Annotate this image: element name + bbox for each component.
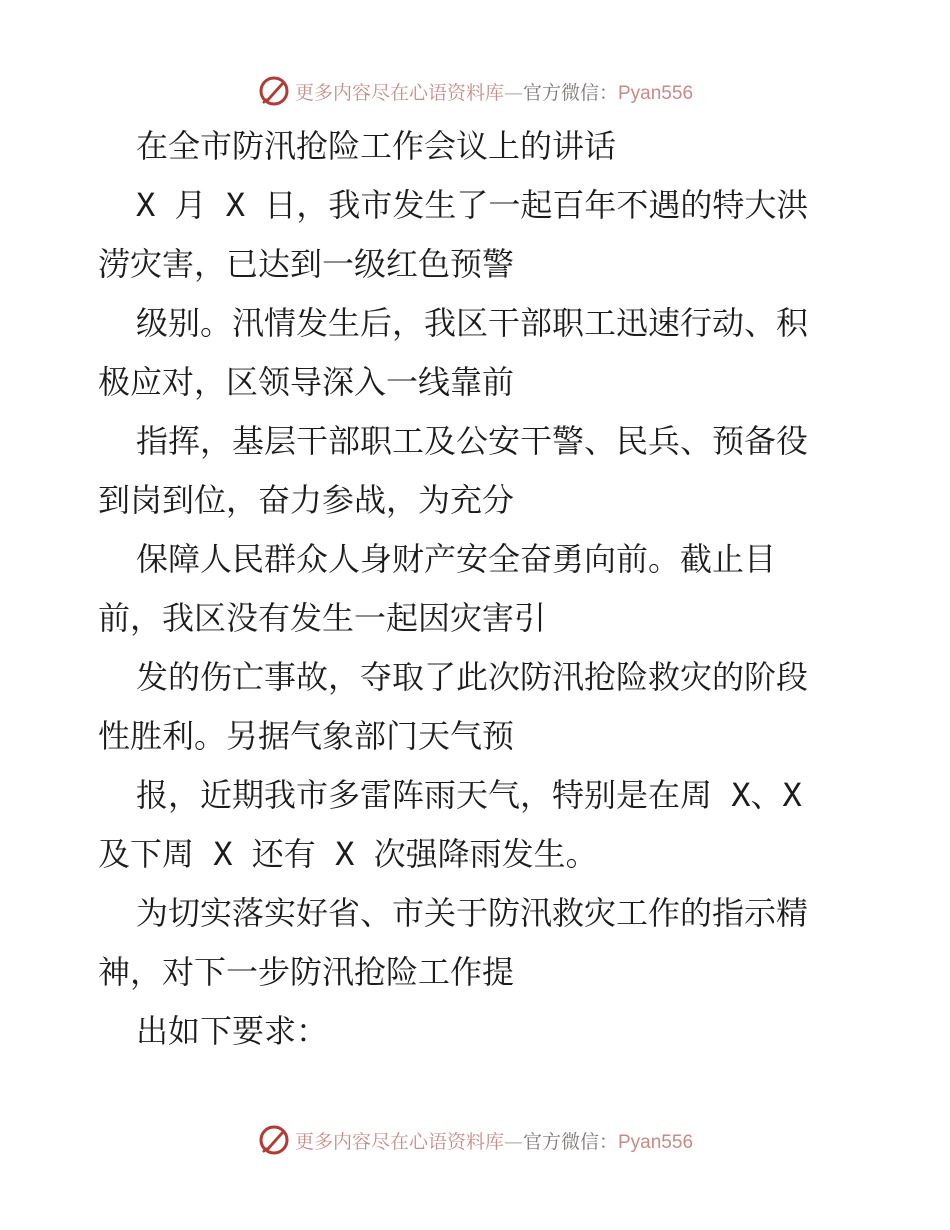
paragraph-line: 出如下要求： [136,1012,329,1050]
paragraph-line: 报，近期我市多雷阵雨天气，特别是在周 X、X [136,776,802,814]
document-title: 在全市防汛抢险工作会议上的讲话 [136,127,617,165]
watermark-site: 更多内容尽在心语资料库 [294,81,504,104]
paragraph-line: 神，对下一步防汛抢险工作提 [98,953,515,991]
paragraph-line: 为切实落实好省、市关于防汛救灾工作的指示精 [136,894,809,932]
paragraph-line: 保障人民群众人身财产安全奋勇向前。截止目 [136,540,777,578]
paragraph-line: 涝灾害，已达到一级红色预警 [98,245,515,283]
paragraph-line: 性胜利。另据气象部门天气预 [98,717,515,755]
quill-logo-icon [257,1123,291,1157]
watermark-separator: — [503,1130,523,1153]
paragraph-line: 级别。汛情发生后，我区干部职工迅速行动、积 [136,304,809,342]
paragraph-line: X 月 X 日，我市发生了一起百年不遇的特大洪 [136,186,809,224]
watermark-site: 更多内容尽在心语资料库 [294,1130,504,1153]
watermark-wechat-label: 官方微信： [522,81,618,104]
watermark-text [295,78,693,105]
paragraph-line: 指挥，基层干部职工及公安干警、民兵、预备役 [136,422,809,460]
header-watermark [0,71,950,111]
quill-logo-icon [257,74,291,108]
paragraph-line: 前，我区没有发生一起因灾害引 [98,599,547,637]
paragraph-line: 及下周 X 还有 X 次强降雨发生。 [98,835,598,873]
footer-watermark [0,1120,950,1160]
paragraph-line: 到岗到位，奋力参战，为充分 [98,481,515,519]
watermark-wechat-id: Pyan556 [618,82,694,104]
watermark-separator: — [503,81,523,104]
watermark-wechat-id: Pyan556 [618,1131,694,1153]
watermark-wechat-label: 官方微信： [522,1130,618,1153]
paragraph-line: 发的伤亡事故，夺取了此次防汛抢险救灾的阶段 [136,658,809,696]
watermark-text [295,1127,693,1154]
paragraph-line: 极应对，区领导深入一线靠前 [98,363,515,401]
